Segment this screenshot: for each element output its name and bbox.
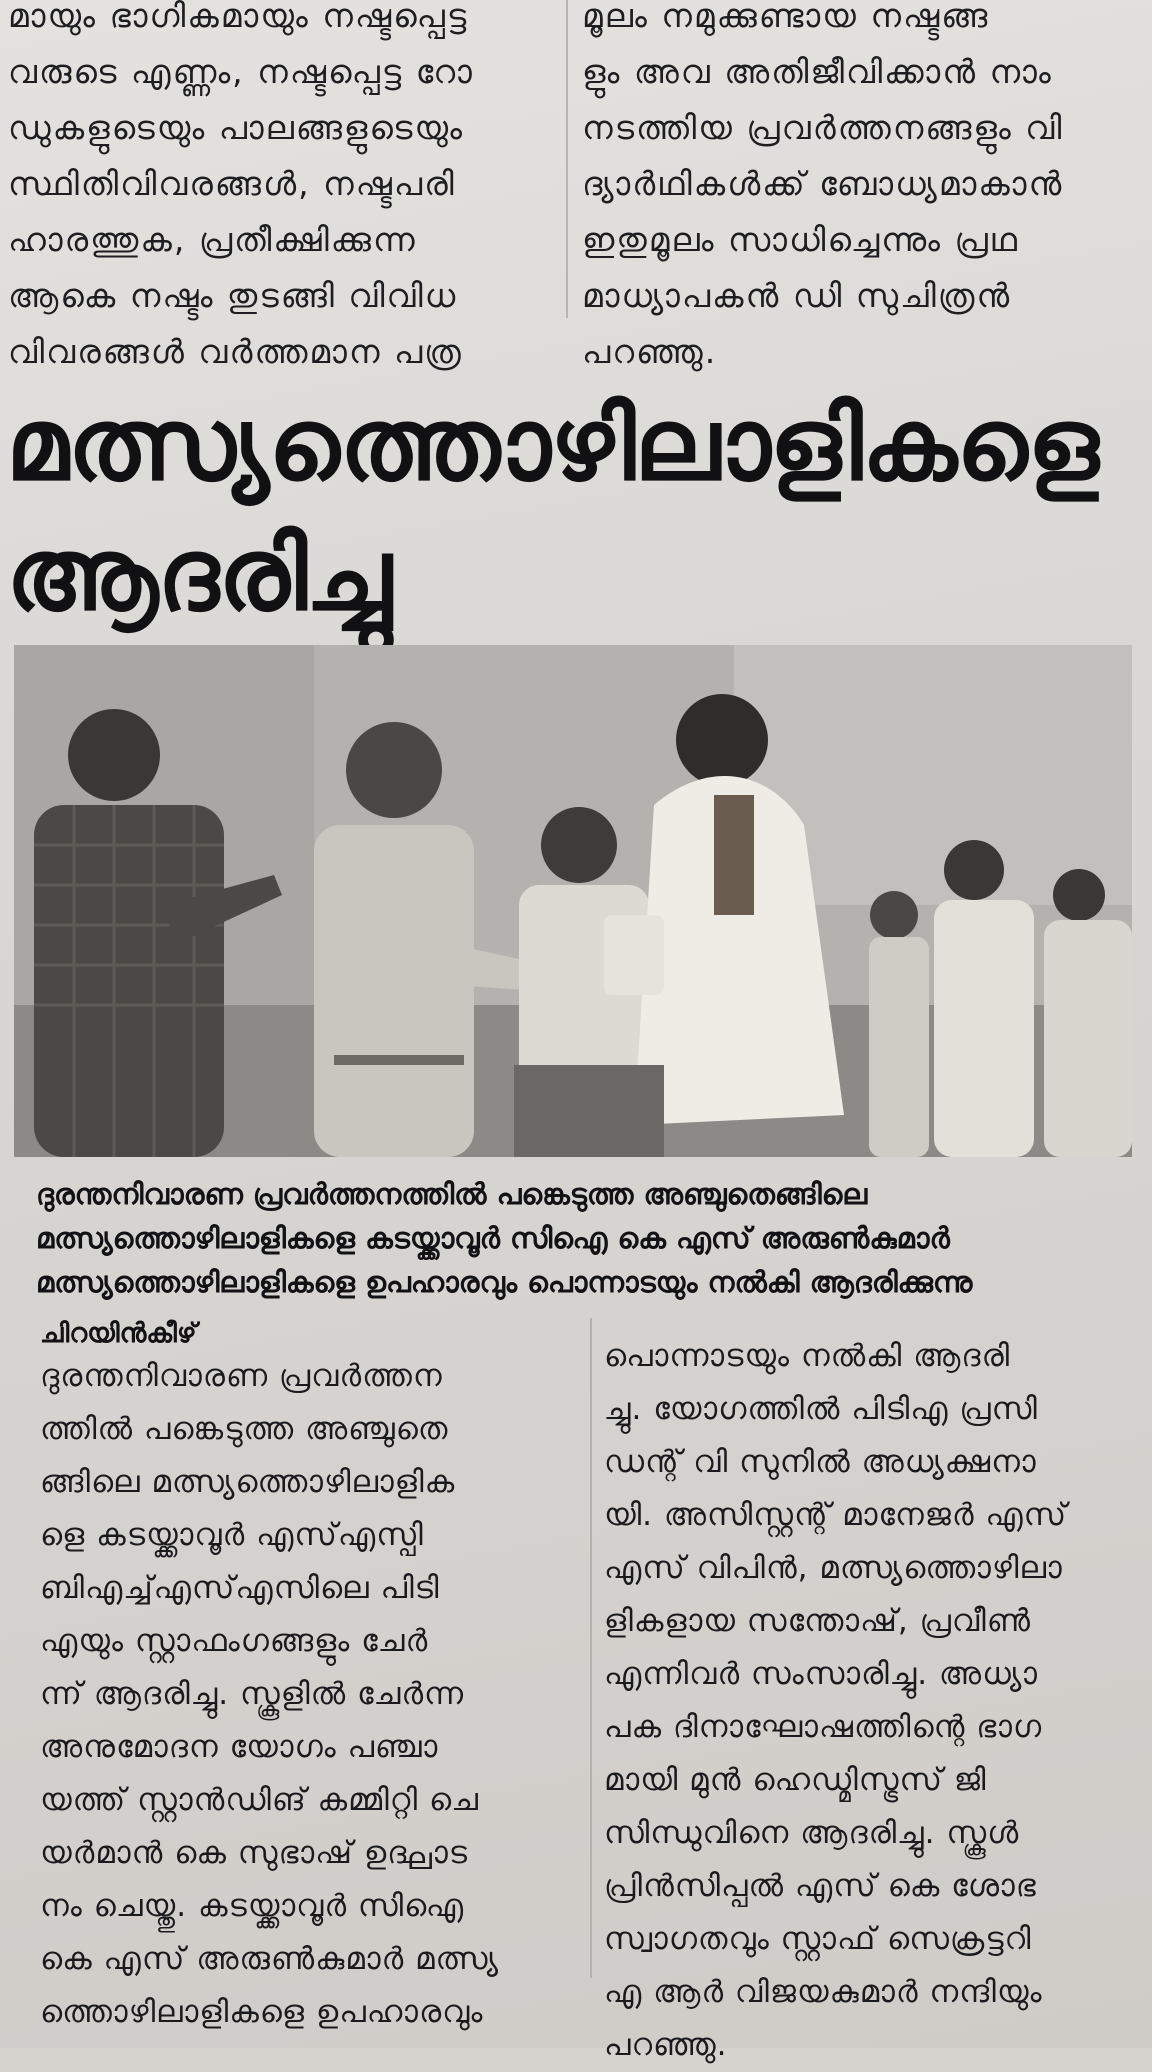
continuation-line: മാധ്യാപകൻ ഡി സുചിത്രൻ (582, 276, 1012, 315)
continuation-column-right (582, 0, 1142, 380)
body-line: നം ചെയ്തു. കടയ്ക്കാവൂർ സിഐ (40, 1888, 465, 1924)
article-photo (14, 645, 1132, 1157)
body-line: പക ദിനാഘോഷത്തിന്റെ ഭാഗ (604, 1709, 1043, 1745)
caption-line: മത്സ്യത്തൊഴിലാളികളെ കടയ്ക്കാവൂർ സിഐ കെ എസ് അരുൺകുമാർ (36, 1221, 950, 1255)
body-line: മായി മുൻ ഹെഡ്മിസ്ട്രസ് ജി (604, 1762, 987, 1798)
column-divider (590, 1318, 592, 1978)
body-line: യത്ത് സ്റ്റാൻഡിങ് കമ്മിറ്റി ചെ (40, 1782, 479, 1818)
continuation-line: ദ്യാർഥികൾക്ക് ബോധ്യമാകാൻ (582, 164, 1064, 203)
continuation-line: ഡുകളുടെയും പാലങ്ങളുടെയും (8, 108, 464, 147)
body-line: ന്ന് ആദരിച്ചു. സ്കൂളിൽ ചേർന്ന (40, 1676, 465, 1712)
continuation-line: വിവരങ്ങൾ വർത്തമാന പത്ര (8, 332, 463, 371)
body-line: ങ്ങിലെ മത്സ്യത്തൊഴിലാളിക (40, 1464, 456, 1500)
body-line: സ്വാഗതവും സ്റ്റാഫ് സെക്രട്ടറി (604, 1921, 1032, 1957)
body-line: എ ആർ വിജയകുമാർ നന്ദിയും (604, 1974, 1043, 2010)
body-line: യർമാൻ കെ സുഭാഷ് ഉദ്ഘാട (40, 1835, 469, 1871)
body-line: കെ എസ് അരുൺകുമാർ മത്സ്യ (40, 1941, 499, 1977)
continuation-line: ആകെ നഷ്ടം തുടങ്ങി വിവിധ (8, 276, 458, 315)
body-line: അനുമോദന യോഗം പഞ്ചാ (40, 1729, 439, 1765)
body-line: പ്രിൻസിപ്പൽ എസ് കെ ശോഭ (604, 1868, 1037, 1904)
body-line: യി. അസിസ്റ്റന്റ് മാനേജർ എസ് (604, 1497, 1068, 1533)
body-line: ളികളായ സന്തോഷ്, പ്രവീൺ (604, 1603, 1032, 1639)
continuation-line: പറഞ്ഞു. (582, 332, 718, 371)
photo-illustration (14, 645, 1132, 1157)
body-line: ത്തിൽ പങ്കെടുത്ത അഞ്ചുതെ (40, 1411, 449, 1447)
article-headline (6, 380, 1146, 640)
body-line: എയും സ്റ്റാഫംഗങ്ങളും ചേർ (40, 1623, 429, 1659)
caption-line: ദുരന്തനിവാരണ പ്രവർത്തനത്തിൽ പങ്കെടുത്ത അഞ്ചുതെങ്ങിലെ (36, 1177, 868, 1211)
headline-line: മത്സ്യത്തൊഴിലാളികളെ (6, 386, 1098, 503)
article-body-column-right (604, 1330, 1144, 2072)
article-body-column-left (40, 1350, 585, 2039)
continuation-line: ളും അവ അതിജീവിക്കാൻ നാം (582, 52, 1053, 91)
continuation-line: നടത്തിയ പ്രവർത്തനങ്ങളും വി (582, 108, 1064, 147)
article-dateline: ചിറയിൻകീഴ് (40, 1318, 197, 1349)
continuation-line: മായും ഭാഗികമായും നഷ്ടപ്പെട്ട (8, 0, 469, 35)
continuation-line: ഇതുമൂലം സാധിച്ചെന്നും പ്രഥ (582, 220, 1019, 259)
body-line: എസ് വിപിൻ, മത്സ്യത്തൊഴിലാ (604, 1550, 1063, 1586)
body-line: ഡന്റ് വി സുനിൽ അധ്യക്ഷനാ (604, 1444, 1037, 1480)
continuation-line: വരുടെ എണ്ണം, നഷ്ടപ്പെട്ട റോ (8, 52, 474, 91)
body-line: എന്നിവർ സംസാരിച്ചു. അധ്യാ (604, 1656, 1038, 1692)
continuation-line: സ്ഥിതിവിവരങ്ങൾ, നഷ്ടപരി (8, 164, 456, 203)
headline-line: ആദരിച്ചു (6, 516, 391, 633)
body-line: സിന്ധുവിനെ ആദരിച്ചു. സ്കൂൾ (604, 1815, 1020, 1851)
caption-line: മത്സ്യത്തൊഴിലാളികളെ ഉപഹാരവും പൊന്നാടയും നൽകി ആദരിക്കുന്നു (36, 1265, 973, 1299)
body-line: പൊന്നാടയും നൽകി ആദരി (604, 1338, 1011, 1374)
body-line: ച്ചു. യോഗത്തിൽ പിടിഎ പ്രസി (604, 1391, 1038, 1427)
photo-caption (36, 1172, 1116, 1304)
previous-article-continuation (0, 0, 1152, 371)
continuation-column-left (8, 0, 556, 380)
body-line: ദുരന്തനിവാരണ പ്രവർത്തന (40, 1358, 443, 1394)
continuation-line: ഹാരത്തുക, പ്രതീക്ഷിക്കുന്ന (8, 220, 417, 259)
continuation-line: മൂലം നമുക്കുണ്ടായ നഷ്ടങ്ങ (582, 0, 990, 35)
body-line: പറഞ്ഞു. (604, 2027, 728, 2063)
column-divider (566, 0, 568, 318)
body-line: ത്തൊഴിലാളികളെ ഉപഹാരവും (40, 1994, 484, 2030)
body-line: ബിഎച്ച്എസ്എസിലെ പിടി (40, 1570, 440, 1606)
body-line: ളെ കടയ്ക്കാവൂർ എസ്എസ്പി (40, 1517, 424, 1553)
